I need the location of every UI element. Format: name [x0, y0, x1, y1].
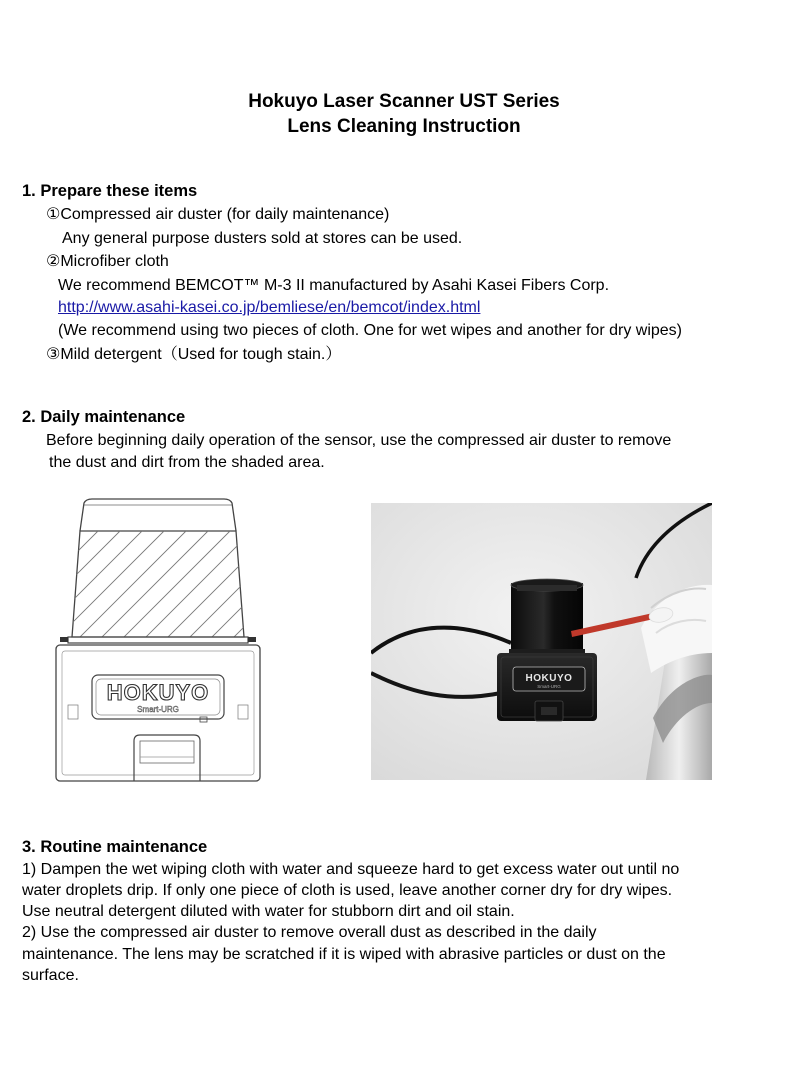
- bemcot-link[interactable]: http://www.asahi-kasei.co.jp/bemliese/en/bemcot/index.html: [58, 299, 481, 316]
- section2-line-2: the dust and dirt from the shaded area.: [49, 454, 325, 471]
- item-microfiber-cloth: ②Microfiber cloth: [46, 253, 169, 270]
- item-air-duster-note: Any general purpose dusters sold at stores can be used.: [62, 230, 463, 247]
- sensor-line-drawing: [50, 495, 265, 785]
- section2-line-1: Before beginning daily operation of the sensor, use the compressed air duster to remove: [46, 432, 672, 449]
- section3-line-5: maintenance. The lens may be scratched if it is wiped with abrasive particles or dust on the: [22, 946, 666, 963]
- photo-brand-text: HOKUYO: [525, 673, 573, 684]
- section3-line-4: 2) Use the compressed air duster to remove overall dust as described in the daily: [22, 924, 597, 941]
- section3-line-3: Use neutral detergent diluted with water for stubborn dirt and oil stain.: [22, 903, 515, 920]
- section3-heading: 3. Routine maintenance: [22, 838, 208, 856]
- section1-heading: 1. Prepare these items: [22, 182, 198, 200]
- drawing-brand-text: HOKUYO: [106, 680, 210, 705]
- item-microfiber-note2: (We recommend using two pieces of cloth. One for wet wipes and another for dry wipes): [58, 322, 682, 339]
- sensor-cleaning-photo: [371, 503, 712, 780]
- photo-model-text: Smart-URG: [537, 684, 561, 689]
- item-microfiber-note: We recommend BEMCOT™ M-3 II manufactured by Asahi Kasei Fibers Corp.: [58, 277, 610, 294]
- section3-line-2: water droplets drip. If only one piece of cloth is used, leave another corner dry for dry wipes.: [22, 882, 673, 899]
- section3-line-6: surface.: [22, 967, 79, 984]
- title-line-2: Lens Cleaning Instruction: [287, 116, 521, 137]
- drawing-model-text: Smart-URG: [137, 705, 179, 714]
- section2-heading: 2. Daily maintenance: [22, 408, 186, 426]
- item-mild-detergent: ③Mild detergent（Used for tough stain.）: [46, 346, 342, 363]
- section3-line-1: 1) Dampen the wet wiping cloth with water and squeeze hard to get excess water out until no: [22, 861, 680, 878]
- title-line-1: Hokuyo Laser Scanner UST Series: [248, 91, 560, 112]
- item-air-duster: ①Compressed air duster (for daily maintenance): [46, 206, 390, 223]
